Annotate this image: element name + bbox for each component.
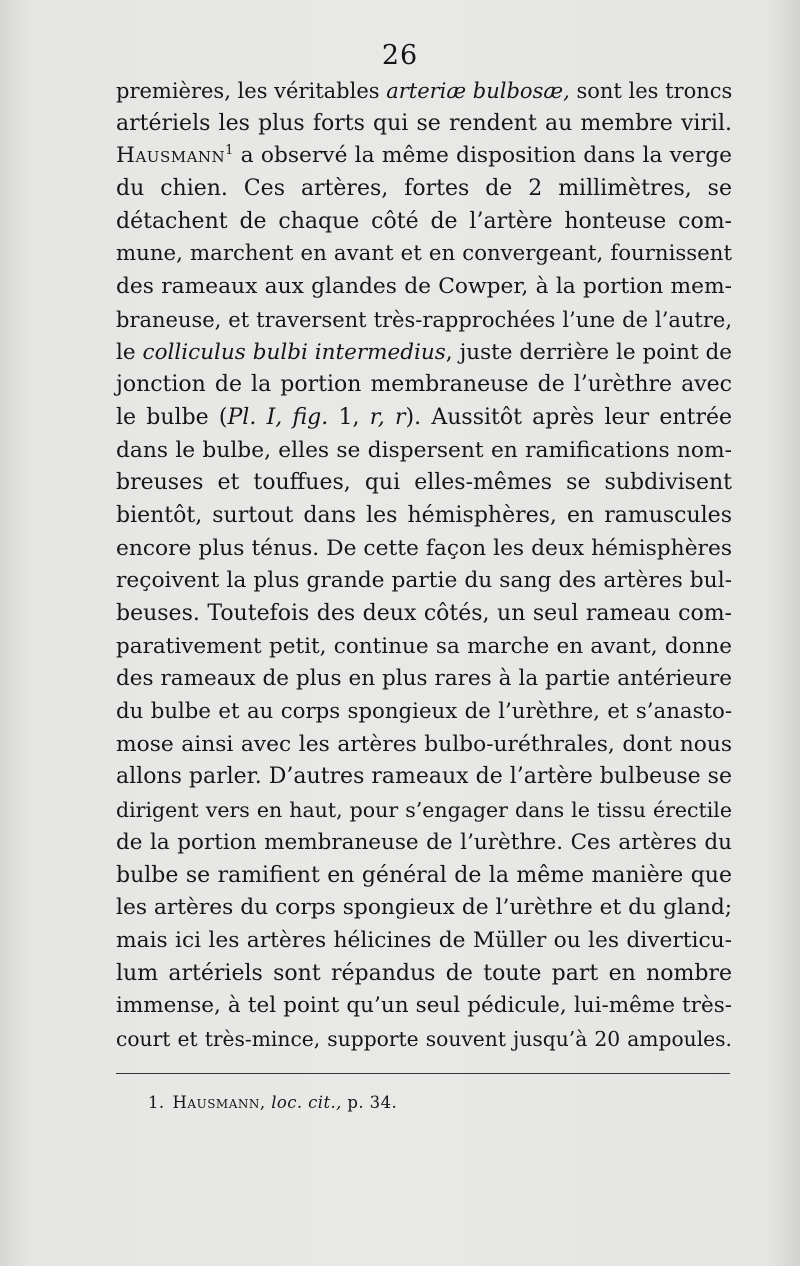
text-line <box>116 696 732 729</box>
text-line <box>116 794 732 827</box>
text-segment: premières, les véritables <box>116 79 387 103</box>
text-line <box>116 75 732 108</box>
text-line <box>116 467 732 500</box>
text-segment: a observé la même disposition dans la verge <box>233 143 732 169</box>
text-line <box>116 565 732 598</box>
text-segment: détachent de chaque côté de l’artère honteuse com- <box>116 208 732 234</box>
text-segment: lum artériels sont répandus de toute part en nombre <box>116 960 732 986</box>
text-segment: le bulbe ( <box>116 404 228 430</box>
text-line <box>116 1023 732 1056</box>
text-segment: des rameaux aux glandes de Cowper, à la portion mem- <box>116 274 732 300</box>
text-segment: des rameaux de plus en plus rares à la partie antérieure <box>116 666 732 692</box>
text-line <box>116 892 732 925</box>
text-segment: dans le bulbe, elles se dispersent en ramifications nom- <box>116 437 732 463</box>
text-line <box>116 108 732 141</box>
footnote-number: 1. <box>148 1093 165 1112</box>
text-segment: bulbe se ramifient en général de la même manière que <box>116 862 732 888</box>
text-segment: Hausmann <box>116 143 226 169</box>
text-segment: reçoivent la plus grande partie du sang des artères bul- <box>116 568 732 594</box>
text-segment: breuses et touffues, qui elles-mêmes se subdivisent <box>116 470 732 496</box>
page-number: 26 <box>381 40 419 71</box>
text-line <box>116 761 732 794</box>
text-line <box>116 206 732 239</box>
footnote-ref: loc. cit., <box>271 1093 342 1112</box>
text-line <box>116 958 732 991</box>
text-segment: Pl. I, fig. <box>227 404 329 430</box>
text-segment: du bulbe et au corps spongieux de l’urèthre, et s’anasto- <box>116 699 732 725</box>
text-line <box>116 140 732 173</box>
text-line <box>116 173 732 206</box>
footnote <box>148 1093 397 1112</box>
text-segment: parativement petit, continue sa marche en avant, donne <box>116 633 732 659</box>
text-line <box>116 663 732 696</box>
text-segment: mais ici les artères hélicines de Müller ou les diverticu- <box>116 927 732 953</box>
text-line <box>116 369 732 402</box>
text-line <box>116 435 732 468</box>
text-segment: de la portion membraneuse de l’urèthre. Ces artères du <box>116 829 732 855</box>
footnote-marker: 1 <box>225 143 234 159</box>
footnote-author: Hausmann <box>172 1093 260 1112</box>
text-line <box>116 990 732 1023</box>
text-line <box>116 500 732 533</box>
text-segment: arteriæ bulbosæ, <box>386 79 570 103</box>
footnote-page: p. 34. <box>341 1093 398 1112</box>
text-line <box>116 271 732 304</box>
text-segment: encore plus ténus. De cette façon les deux hémisphères <box>116 535 732 561</box>
text-segment: mose ainsi avec les artères bulbo-uréthrales, dont nous <box>116 731 732 757</box>
text-segment: braneuse, et traversent très-rapprochées l’une de l’autre, <box>116 307 732 332</box>
text-segment: du chien. Ces artères, fortes de 2 millimètres, se <box>116 176 732 202</box>
text-segment: les artères du corps spongieux de l’urèthre et du gland; <box>116 895 733 921</box>
text-line <box>116 304 732 337</box>
text-segment: le <box>116 339 143 365</box>
text-line <box>116 860 732 893</box>
text-segment: court et très-mince, supporte souvent jusqu’à 20 ampoules. <box>116 1026 732 1051</box>
body-text <box>116 75 732 1056</box>
text-line <box>116 631 732 664</box>
text-segment: ). Aussitôt après leur entrée <box>405 404 733 430</box>
text-line <box>116 925 732 958</box>
text-line <box>116 598 732 631</box>
text-line <box>116 337 732 370</box>
text-segment: r, r <box>369 404 406 430</box>
text-line <box>116 238 732 271</box>
text-segment: sont les troncs <box>569 79 733 103</box>
footnote-sep: , <box>259 1093 272 1112</box>
text-line <box>116 729 732 762</box>
text-line <box>116 402 732 435</box>
text-segment: colliculus bulbi intermedius <box>142 339 446 365</box>
text-line <box>116 533 732 566</box>
text-segment: allons parler. D’autres rameaux de l’artère bulbeuse se <box>116 764 732 790</box>
text-segment: dirigent vers en haut, pour s’engager dans le tissu érectile <box>116 798 732 823</box>
text-segment: immense, à tel point qu’un seul pédicule, lui-même très- <box>116 993 732 1019</box>
text-segment: bientôt, surtout dans les hémisphères, en ramuscules <box>116 502 732 528</box>
text-segment: 1, <box>328 404 370 430</box>
footnote-rule <box>116 1073 730 1074</box>
text-segment: beuses. Toutefois des deux côtés, un seul rameau com- <box>116 601 732 626</box>
text-segment: jonction de la portion membraneuse de l’urèthre avec <box>116 372 732 398</box>
text-segment: mune, marchent en avant et en convergeant, fournissent <box>116 241 732 267</box>
text-segment: , juste derrière le point de <box>445 339 732 365</box>
text-line <box>116 827 732 860</box>
text-segment: artériels les plus forts qui se rendent au membre viril. <box>116 110 732 136</box>
